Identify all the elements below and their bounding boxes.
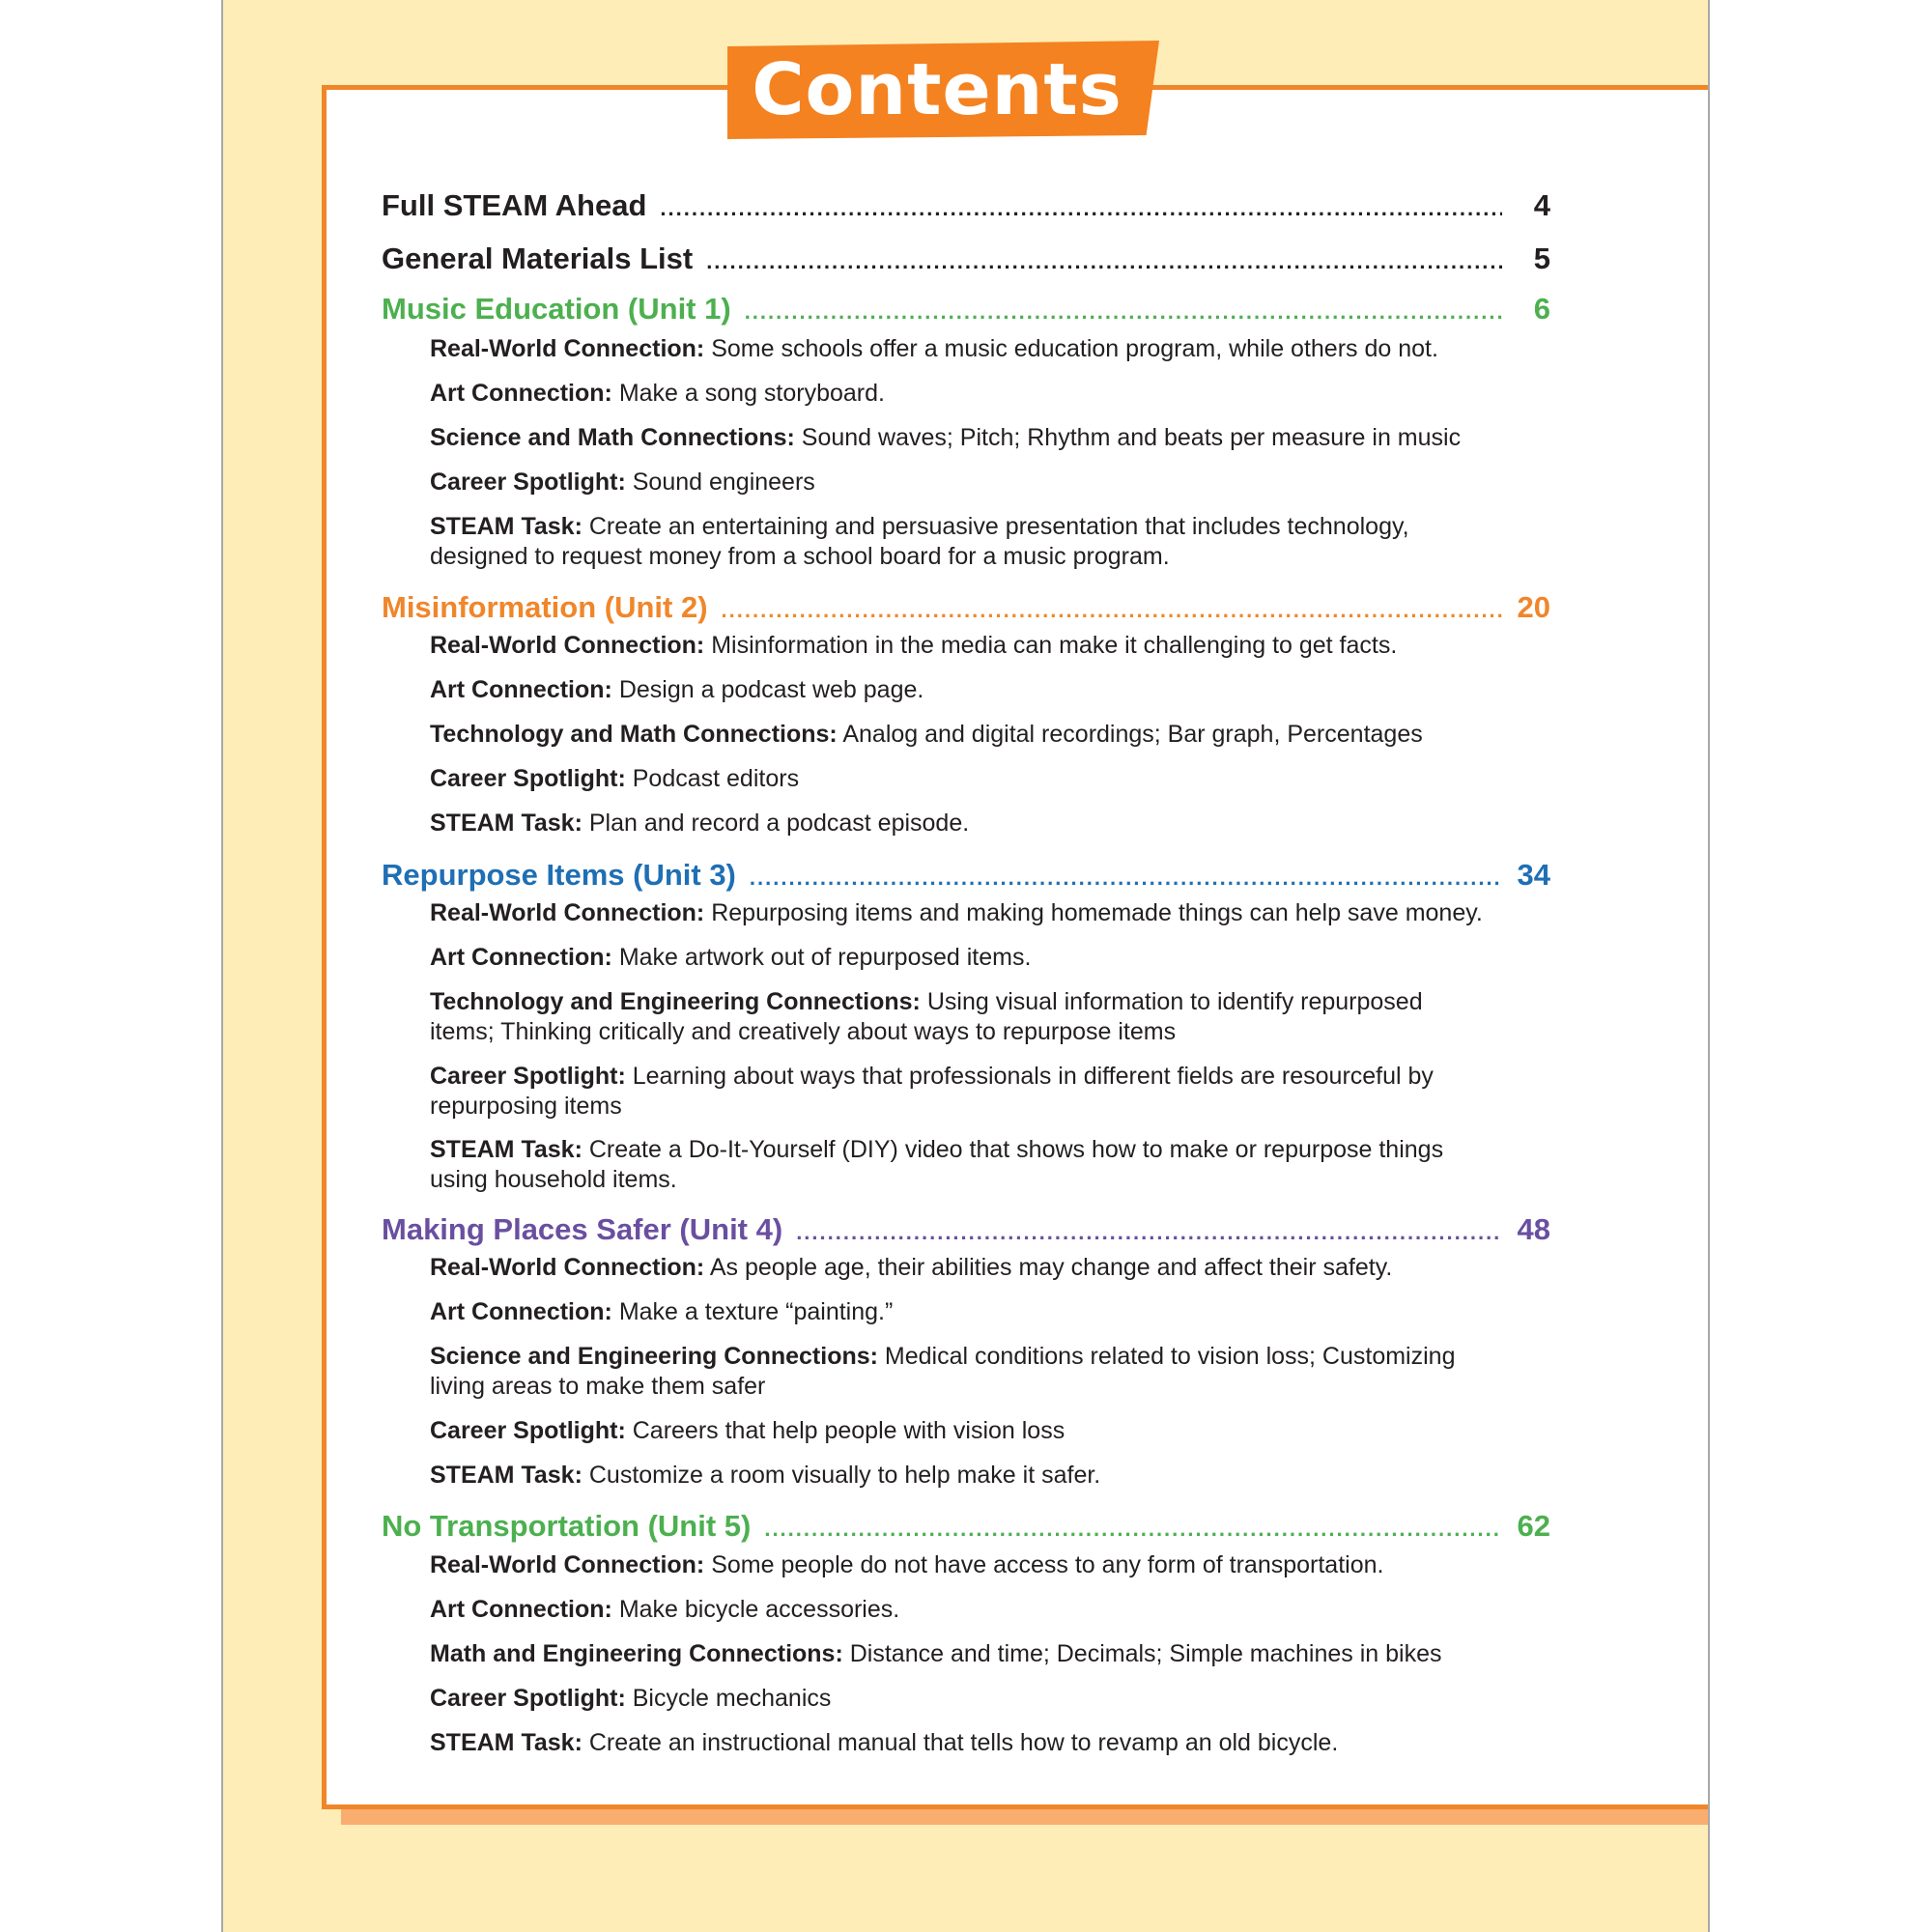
unit-3-art (430, 943, 1570, 973)
unit-4-real-world (430, 1253, 1570, 1283)
toc-page-number: 6 (1533, 292, 1550, 326)
item-label: STEAM Task: (430, 1729, 582, 1756)
item-text: Sound engineers (632, 469, 815, 496)
item-label: Career Spotlight: (430, 1417, 626, 1444)
unit-2-art (430, 675, 1570, 705)
item-label: Art Connection: (430, 676, 612, 703)
frame-shadow (341, 1809, 1708, 1825)
item-text: Plan and record a podcast episode. (588, 810, 970, 837)
toc-entry-unit-2[interactable] (382, 588, 1550, 627)
item-text: Some schools offer a music education program, while others do not. (711, 335, 1438, 362)
item-label: Real-World Connection: (430, 1254, 705, 1281)
item-text: Sound waves; Pitch; Rhythm and beats per measure in music (801, 424, 1462, 451)
toc-entry-unit-4[interactable] (382, 1210, 1550, 1249)
item-label: Real-World Connection: (430, 335, 705, 362)
toc-page-number: 34 (1517, 858, 1550, 892)
item-label: Real-World Connection: (430, 1551, 705, 1578)
item-label: Science and Engineering Connections: (430, 1343, 878, 1370)
item-text: Create an entertaining and persuasive presentation that includes technology, designed to request money from a school board for a music program. (430, 513, 1409, 570)
item-label: Art Connection: (430, 380, 612, 407)
toc-page-number: 20 (1517, 590, 1550, 624)
unit-4-career (430, 1416, 1570, 1446)
item-label: STEAM Task: (430, 810, 582, 837)
unit-4-connections (430, 1342, 1492, 1402)
dot-leader (796, 1213, 1502, 1252)
toc-entry-unit-5[interactable] (382, 1507, 1550, 1546)
dot-leader (660, 189, 1502, 228)
item-label: STEAM Task: (430, 1136, 582, 1163)
item-text: Using visual information to identify repurposed items; Thinking critically and creatively about ways to repurpose items (430, 988, 1423, 1045)
dot-leader (745, 293, 1502, 331)
unit-1-connections (430, 423, 1570, 453)
item-label: Technology and Engineering Connections: (430, 988, 921, 1015)
item-text: Make artwork out of repurposed items. (618, 944, 1032, 971)
item-text: Repurposing items and making homemade things can help save money. (711, 899, 1483, 926)
item-text: Create an instructional manual that tells how to revamp an old bicycle. (588, 1729, 1339, 1756)
toc-page-number: 62 (1517, 1509, 1550, 1543)
toc-entry-unit-1[interactable] (382, 290, 1550, 328)
unit-5-connections (430, 1639, 1570, 1669)
item-label: STEAM Task: (430, 513, 582, 540)
item-label: Career Spotlight: (430, 765, 626, 792)
unit-2-connections (430, 720, 1570, 750)
unit-title: Making Places Safer (Unit 4) (382, 1212, 783, 1246)
item-text: Customize a room visually to help make it safer. (588, 1462, 1101, 1489)
unit-5-career (430, 1684, 1570, 1714)
toc-page-number: 48 (1517, 1212, 1550, 1246)
item-label: Real-World Connection: (430, 899, 705, 926)
unit-title: No Transportation (Unit 5) (382, 1509, 752, 1543)
toc-entry-full-steam-ahead[interactable] (382, 186, 1550, 225)
unit-4-art (430, 1297, 1570, 1327)
unit-2-real-world (430, 631, 1570, 661)
item-label: Art Connection: (430, 1596, 612, 1623)
dot-leader (750, 859, 1502, 897)
unit-5-real-world (430, 1550, 1570, 1580)
item-label: Real-World Connection: (430, 632, 705, 659)
unit-3-connections (430, 987, 1483, 1047)
unit-3-career (430, 1062, 1454, 1122)
toc-page-number: 5 (1533, 242, 1550, 275)
item-text: Analog and digital recordings; Bar graph, Percentages (842, 721, 1423, 748)
unit-1-steam-task (430, 512, 1483, 572)
item-label: Career Spotlight: (430, 1063, 626, 1090)
item-text: Podcast editors (632, 765, 800, 792)
item-text: Make a song storyboard. (618, 380, 885, 407)
unit-4-steam-task (430, 1461, 1570, 1491)
item-label: Math and Engineering Connections: (430, 1640, 843, 1667)
item-text: Careers that help people with vision loss (632, 1417, 1065, 1444)
item-text: Distance and time; Decimals; Simple machines in bikes (849, 1640, 1442, 1667)
item-text: Misinformation in the media can make it challenging to get facts. (711, 632, 1398, 659)
item-label: Technology and Math Connections: (430, 721, 838, 748)
item-label: STEAM Task: (430, 1462, 582, 1489)
unit-title: Music Education (Unit 1) (382, 292, 731, 326)
dot-leader (722, 591, 1502, 630)
unit-3-real-world (430, 898, 1570, 928)
unit-3-steam-task (430, 1135, 1492, 1195)
item-text: Bicycle mechanics (632, 1685, 832, 1712)
unit-title: Repurpose Items (Unit 3) (382, 858, 736, 892)
item-text: Make a texture “painting.” (618, 1298, 894, 1325)
toc-entry-unit-3[interactable] (382, 856, 1550, 895)
item-label: Career Spotlight: (430, 1685, 626, 1712)
unit-2-career (430, 764, 1570, 794)
unit-title: Misinformation (Unit 2) (382, 590, 708, 624)
item-text: Medical conditions related to vision loss; Customizing living areas to make them safer (430, 1343, 1456, 1400)
unit-5-art (430, 1595, 1570, 1625)
item-text: Learning about ways that professionals in different fields are resourceful by repurposing items (430, 1063, 1434, 1120)
item-label: Art Connection: (430, 1298, 612, 1325)
unit-1-art (430, 379, 1570, 409)
toc-entry-title: General Materials List (382, 242, 694, 275)
toc-entry-general-materials-list[interactable] (382, 240, 1550, 278)
unit-2-steam-task (430, 809, 1570, 838)
unit-5-steam-task (430, 1728, 1570, 1758)
unit-1-career (430, 468, 1570, 497)
toc-page-number: 4 (1533, 188, 1550, 222)
item-text: Create a Do-It-Yourself (DIY) video that shows how to make or repurpose things using household items. (430, 1136, 1444, 1193)
item-label: Science and Math Connections: (430, 424, 795, 451)
item-text: Make bicycle accessories. (618, 1596, 900, 1623)
dot-leader (764, 1510, 1502, 1548)
item-label: Career Spotlight: (430, 469, 626, 496)
toc-entry-title: Full STEAM Ahead (382, 188, 647, 222)
dot-leader (706, 242, 1502, 281)
item-label: Art Connection: (430, 944, 612, 971)
item-text: As people age, their abilities may change and affect their safety. (709, 1254, 1393, 1281)
item-text: Design a podcast web page. (618, 676, 924, 703)
item-text: Some people do not have access to any form of transportation. (711, 1551, 1384, 1578)
page-title: Contents (752, 48, 1122, 131)
unit-1-real-world (430, 334, 1570, 364)
